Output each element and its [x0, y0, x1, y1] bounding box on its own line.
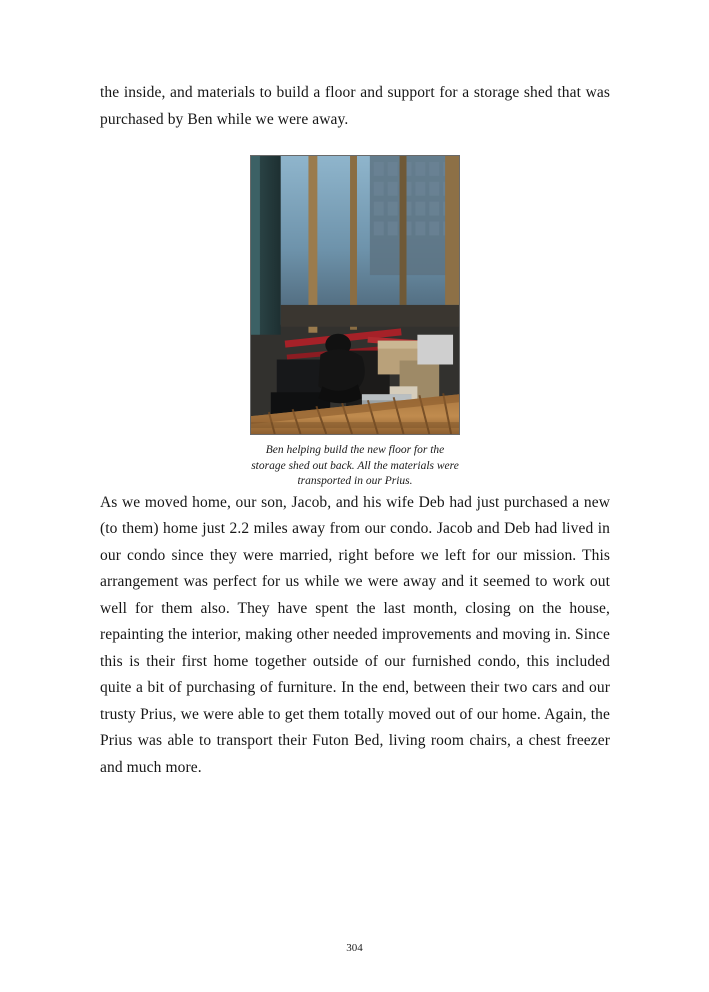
figure-block: [250, 155, 460, 490]
figure-caption: Ben helping build the new floor for the storage shed out back. All the materials were transported in our Prius.: [251, 444, 459, 487]
paragraph-two: As we moved home, our son, Jacob, and his wife Deb had just purchased a new (to them) home just 2.2 miles away from our condo. Jacob and Deb had lived in our condo since they were married, right before we left for our mission. This arrangement was perfect for us while we were away and it seemed to work out well for them also. They have spent the last month, closing on the house, repainting the interior, making other needed improvements and moving in. Since this is their first home together outside of our furnished condo, this included quite a bit of purchasing of furniture. In the end, between their two cars and our trusty Prius, we were able to get them totally moved out of our home. Again, the Prius was able to transport their Futon Bed, living room chairs, a chest freezer and much more.: [100, 493, 610, 776]
page-content: [100, 80, 610, 781]
photo-ben-building-floor: [250, 155, 460, 435]
photo-illustration: [251, 156, 459, 434]
paragraph-one: the inside, and materials to build a floor and support for a storage shed that was purchased by Ben while we were away.: [100, 84, 610, 128]
page-number: 304: [346, 942, 363, 954]
